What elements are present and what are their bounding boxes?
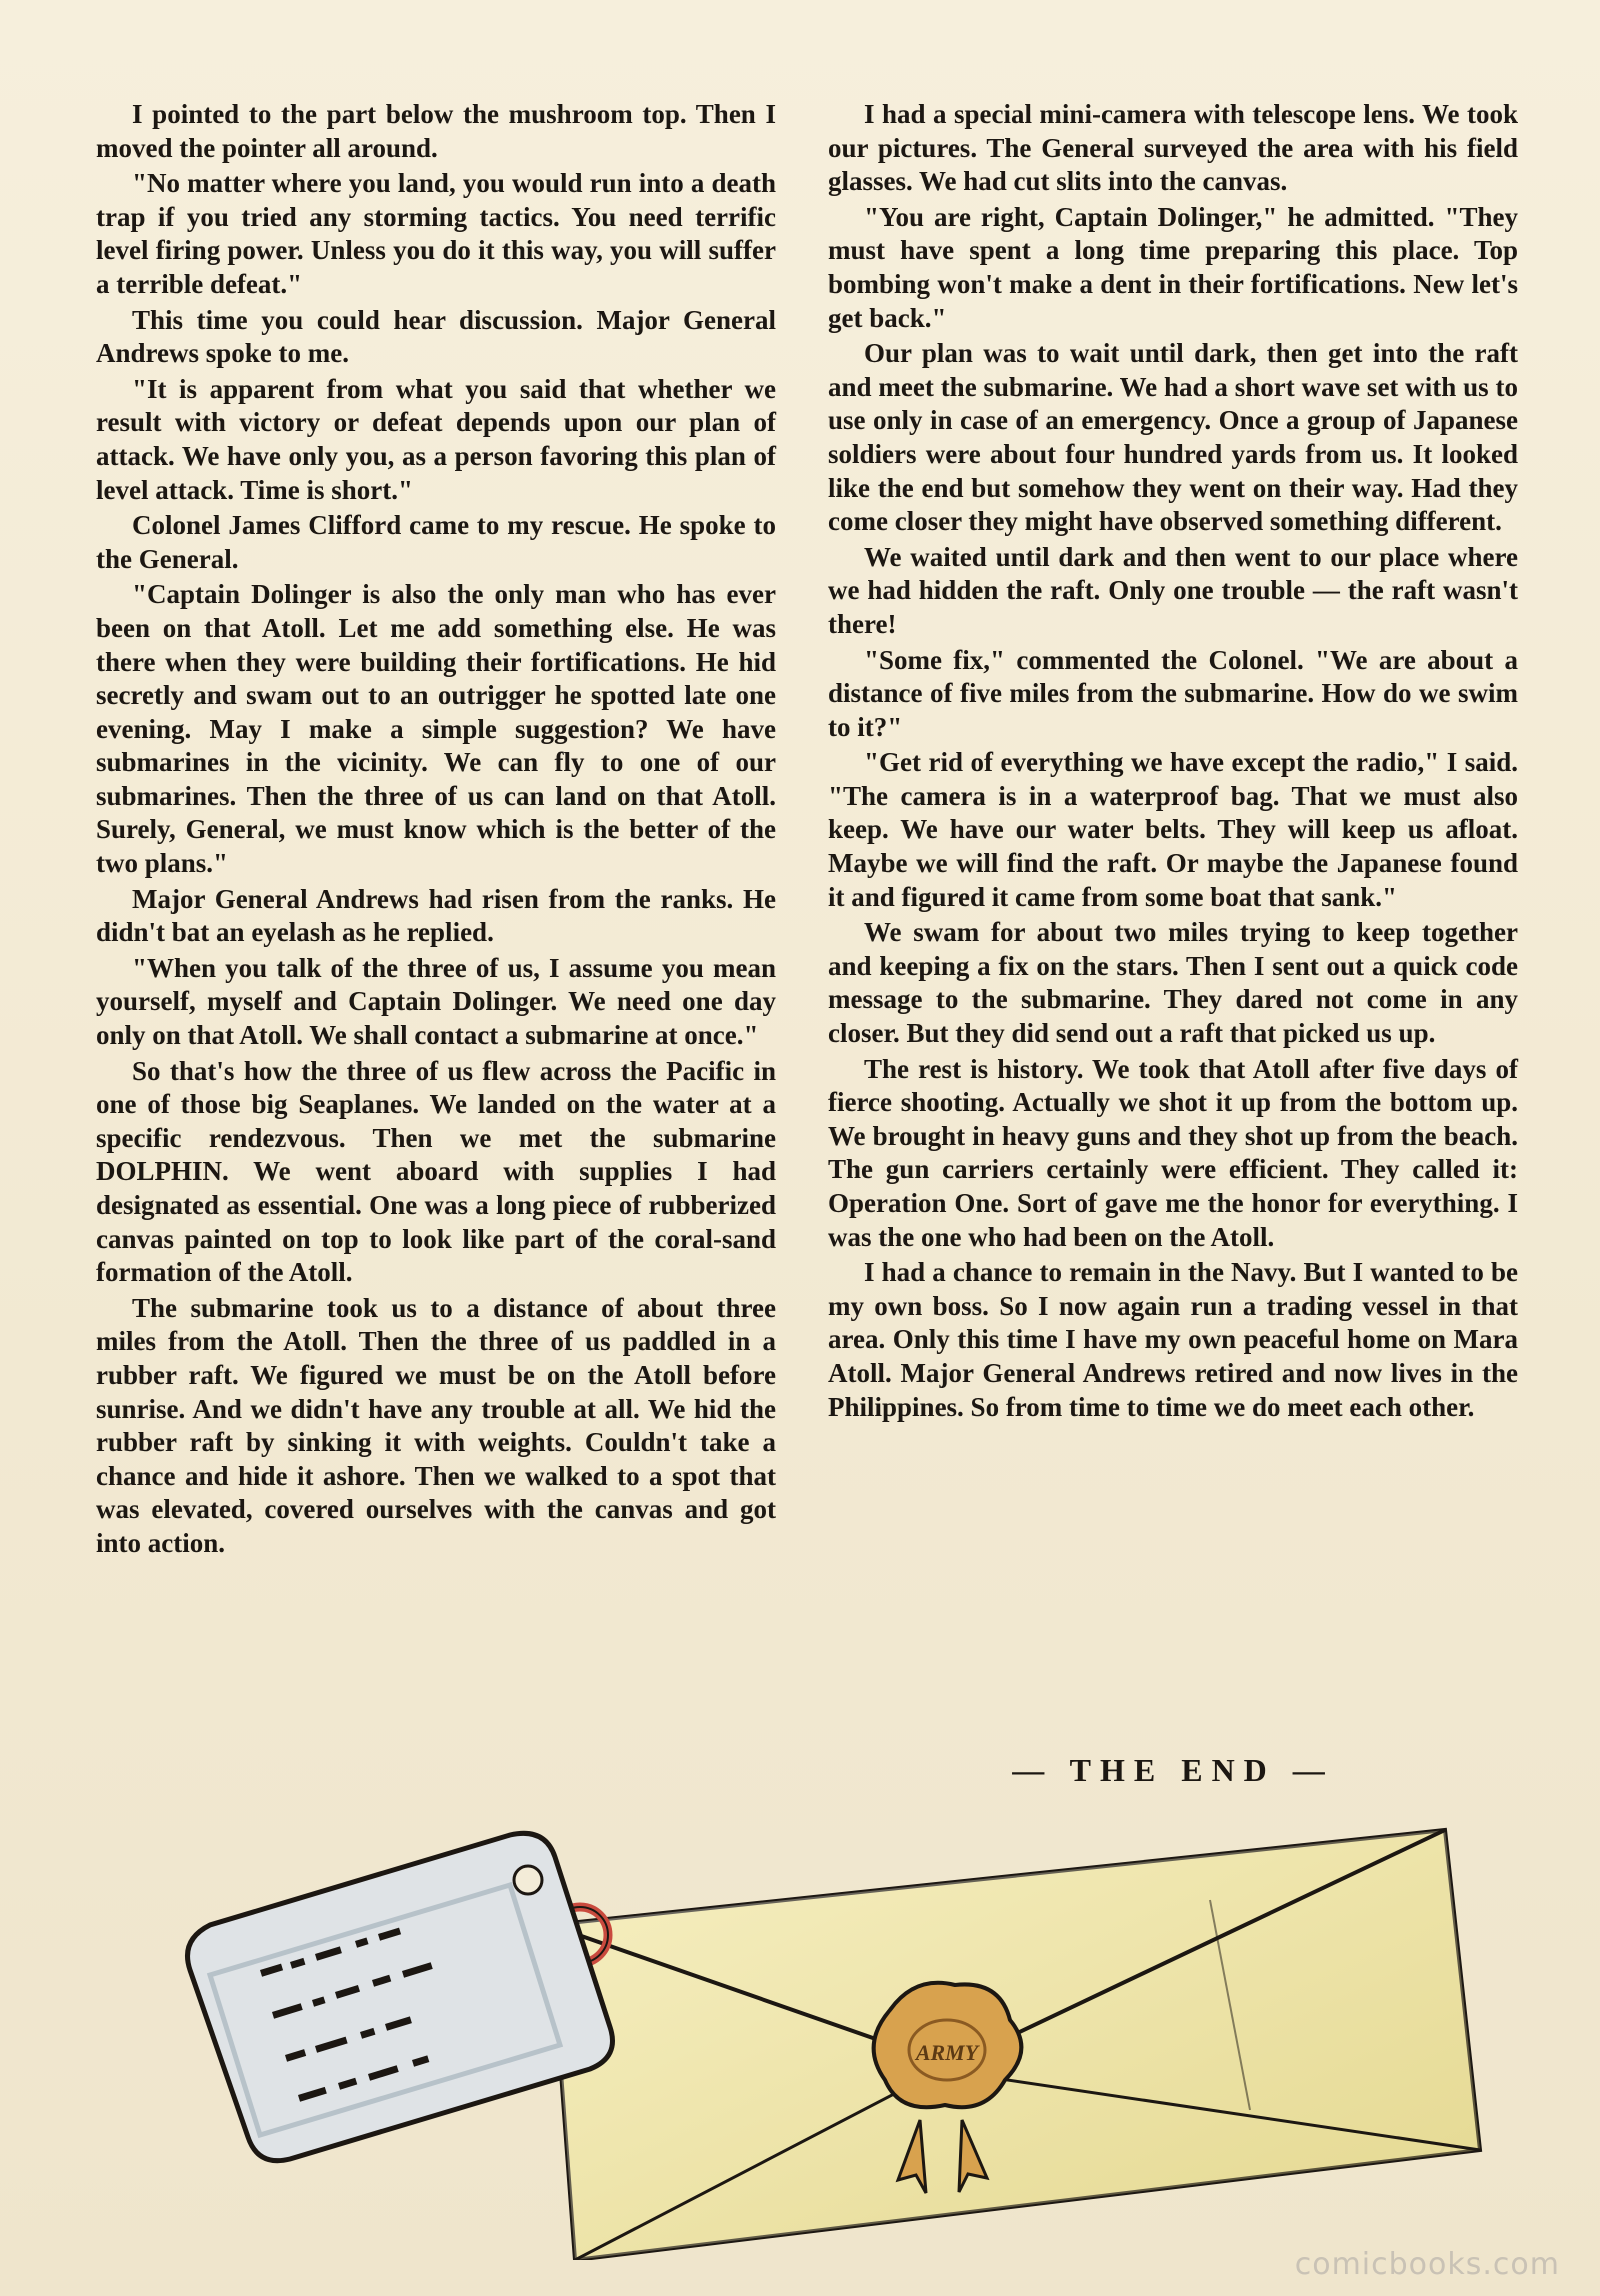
paragraph: The submarine took us to a distance of about three miles from the Atoll. Then the three of us paddled in a rubber raft. We figured we must be on the Atoll before sunrise. And we didn't have any trouble at all. We hid the rubber raft by sinking it with weights. Couldn't take a chance and hide it ashore. Then we walked to a spot that was elevated, covered ourselves with the canvas and got into action. xyxy=(96,1292,776,1558)
paragraph: I had a chance to remain in the Navy. But I wanted to be my own boss. So I now again run a trading vessel in that area. Only this time I have my own peaceful home on Mara Atoll. Major General Andrews retired and now lives in the Philippines. So from time to time we do meet each other. xyxy=(828,1257,1518,1422)
paragraph: Colonel James Clifford came to my rescue. He spoke to the General. xyxy=(96,510,776,574)
paragraph: I pointed to the part below the mushroom top. Then I moved the pointer all around. xyxy=(96,99,776,163)
paragraph: "It is apparent from what you said that whether we result with victory or defeat depends upon our plan of attack. We have only you, as a person favoring this plan of level attack. Time is short." xyxy=(96,373,776,505)
the-end-label: — THE END — xyxy=(1012,1752,1334,1788)
paragraph: "Get rid of everything we have except the radio," I said. "The camera is in a waterproof bag. That we must also keep. We have our water belts. They will keep us afloat. Maybe we will find the raft. Or maybe the Japanese found it and figured it came from some boat that sank." xyxy=(828,747,1518,912)
paragraph: We swam for about two miles trying to keep together and keeping a fix on the stars. Then I sent out a quick code message to the submarine. They dared not come in any closer. But they did send out a raft that picked us up. xyxy=(828,917,1518,1049)
paragraph: "You are right, Captain Dolinger," he admitted. "They must have spent a long time preparing this place. Top bombing won't make a dent in their fortifications. New let's get back." xyxy=(828,201,1518,333)
paragraph: I had a special mini-camera with telescope lens. We took our pictures. The General surveyed the area with his field glasses. We had cut slits into the canvas. xyxy=(828,99,1518,197)
dog-tag xyxy=(188,1833,613,2160)
dog-tag-envelope-illustration xyxy=(150,1820,1530,2260)
paragraph: "Captain Dolinger is also the only man who has ever been on that Atoll. Let me add something else. He was there when they were building their fortifications. He hid secretly and swam out to an outrigger he spotted late one evening. May I make a simple suggestion? We have submarines in the vicinity. We can fly to one of our submarines. Then the three of us can land on that Atoll. Surely, General, we must know which is the better of the two plans." xyxy=(96,579,776,879)
paragraph: The rest is history. We took that Atoll after five days of fierce shooting. Actually we shot it up from the bottom up. We brought in heavy guns and they shot up from the beach. The gun carriers certainly were efficient. They called it: Operation One. Sort of gave me the honor for everything. I was the one who had been on the Atoll. xyxy=(828,1053,1518,1252)
paragraph: "Some fix," commented the Colonel. "We are about a distance of five miles from the submarine. How do we swim to it?" xyxy=(828,644,1518,742)
paragraph: Major General Andrews had risen from the ranks. He didn't bat an eyelash as he replied. xyxy=(96,883,776,948)
site-watermark: comicbooks.com xyxy=(1294,2247,1560,2282)
left-text-column xyxy=(96,98,776,1563)
right-text-column xyxy=(828,98,1518,1426)
paragraph: Our plan was to wait until dark, then get into the raft and meet the submarine. We had a short wave set with us to use only in case of an emergency. Once a group of Japanese soldiers were about four hundred yards from us. It looked like the end but somehow they went on their way. Had they come closer they might have observed something different. xyxy=(828,338,1518,537)
paragraph: "No matter where you land, you would run into a death trap if you tried any storming tactics. You need terrific level firing power. Unless you do it this way, you will suffer a terrible defeat." xyxy=(96,168,776,299)
paragraph: "When you talk of the three of us, I assume you mean yourself, myself and Captain Dolinger. We need one day only on that Atoll. We shall contact a submarine at once." xyxy=(96,952,776,1051)
paragraph: We waited until dark and then went to our place where we had hidden the raft. Only one trouble — the raft wasn't there! xyxy=(828,541,1518,639)
paragraph: This time you could hear discussion. Major General Andrews spoke to me. xyxy=(96,304,776,369)
paragraph: So that's how the three of us flew across the Pacific in one of those big Seaplanes. We landed on the water at a specific rendezvous. Then we met the submarine DOLPHIN. We went aboard with supplies I had designated as essential. One was a long piece of rubberized canvas painted on top to look like part of the coral-sand formation of the Atoll. xyxy=(96,1055,776,1288)
seal-text: ARMY xyxy=(915,2040,979,2065)
